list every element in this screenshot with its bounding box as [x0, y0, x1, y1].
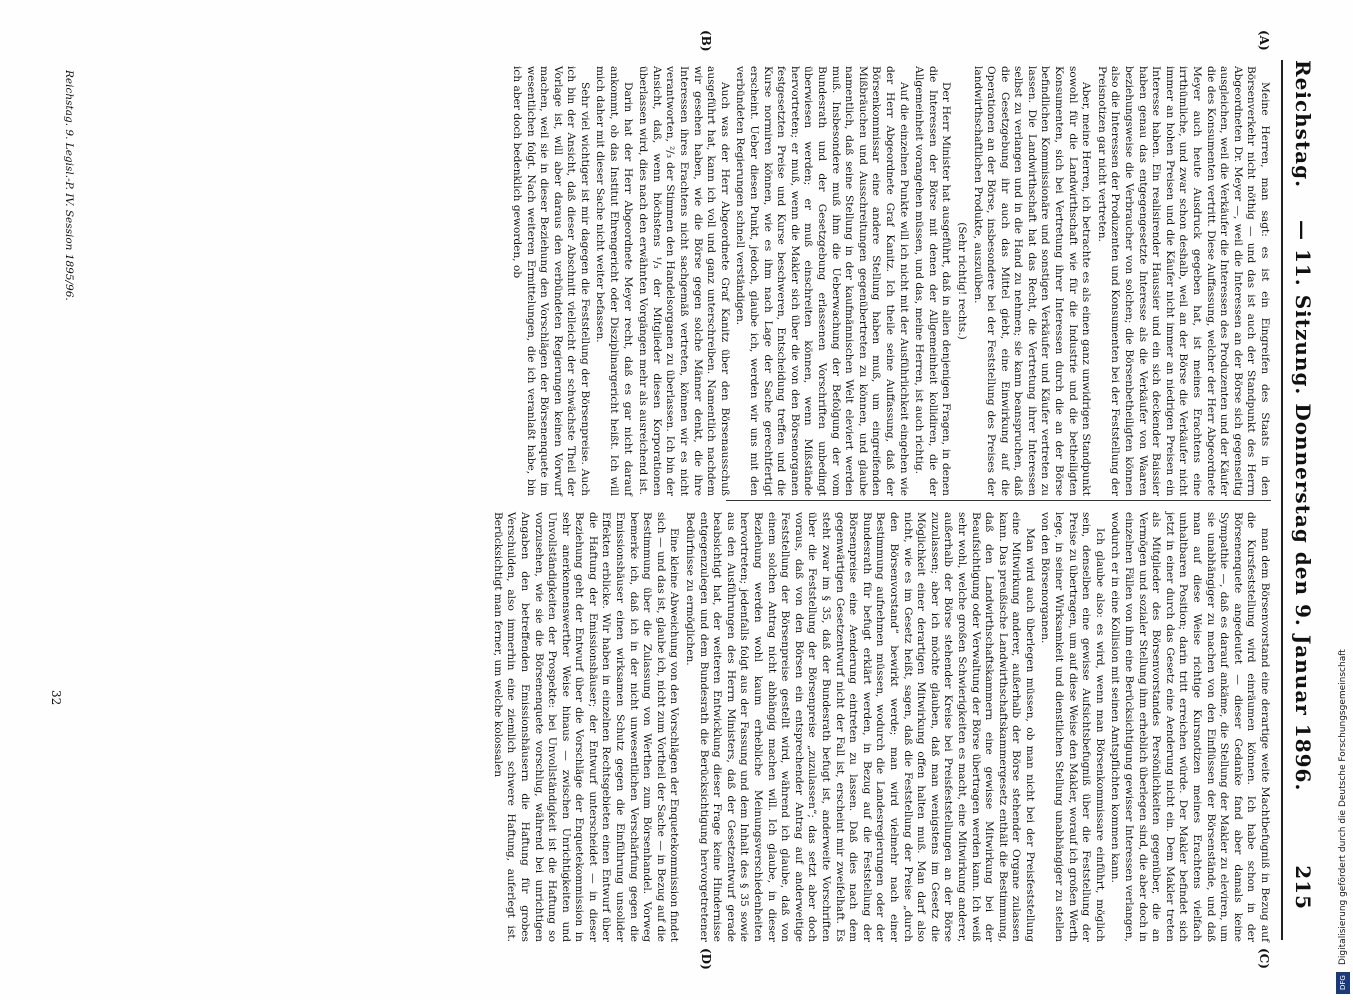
paragraph: Ich glaube also: es wird, wenn man Börsenkommissare einführt, möglich sein, denselben eine gewisse Aufsichtsbefugniß über die Feststellung der Preise zu übertragen, um auf diese Weise den Makler, worauf ich großen Werth lege, in seiner Wirksamkeit und dienstlichen Stellung unabhängiger zu stellen von den Börsenorganen.: [1039, 512, 1106, 942]
margin-letter-d: (D): [699, 948, 713, 970]
paragraph: Meine Herren, man sagt: es ist ein Eingreifen des Staats in den Börsenverkehr nicht nöthig — und das ist auch der Standpunkt des Herrn Abgeordneten Dr. Meyer —, weil die Interessen an der Börse sich gegenseitig ausgleichen, weil die Verkäufer die Interessen des Produzenten und der Käufer die des Konsumenten vertritt. Diese Auffassung, welcher der Herr Abgeordnete Meyer auch heute Ausdruck gegeben hat, ist meines Erachtens eine irrthümliche, und zwar schon deshalb, weil an der Börse die Verkäufer nicht immer an hohen Preisen und die Käufer nicht immer an niedrigen Preisen ein Interesse haben. Ein realisirender Haussier und ein sich deckender Baissier haben genau das entgegengesetzte Interesse als die Verkäufer von Waaren beziehungsweise die Verbraucher von solchen; die Börsenbetheiligten können also die Interessen der Produzenten und Konsumenten bei der Feststellung der Preisnotizen gar nicht vertreten.: [1095, 66, 1271, 496]
footer-note: Reichstag. 9. Legisl.-P. IV. Session 1895/96.: [63, 70, 75, 301]
paragraph: Darin hat der Herr Abgeordnete Meyer recht, daß es gar nicht darauf ankommt, ob das Institut Ehrengericht oder Disziplinargericht heißt. Ich will mich daher mit dieser Sache nicht weiter befassen.: [594, 66, 634, 496]
column-divider: [726, 500, 1271, 501]
header-left: Reichstag.: [1291, 60, 1315, 189]
header-center: — 11. Sitzung. Donnerstag den 9. Januar 1896.: [1291, 220, 1315, 792]
sheet-number: 32: [49, 690, 63, 706]
dfg-logo: DFG: [1336, 972, 1350, 994]
page-number: 215: [1291, 865, 1315, 910]
left-column: [507, 66, 1271, 496]
paragraph: Der Herr Minister hat ausgeführt, daß in allen denjenigen Fragen, in denen die Interessen der Börse mit denen der Allgemeinheit kollidiren, die der Allgemeinheit vorangehen müssen, und das, meine Herren, ist auch richtig.: [913, 66, 953, 496]
paragraph: Auch was der Herr Abgeordnete Graf Kanitz über den Börsenausschuß ausgeführt hat, kann ich voll und ganz unterschreiben. Namentlich nachdem wir gesehen haben, wie die Börse gegen solche Männer denkt, die ihre Interessen ihres Erachtens nicht sachgemäß vertreten, können wir es nicht verantworten, ²/₃ der Stimmen den Handelsorganen zu überlassen. Ich bin der Ansicht, daß, wenn höchstens ¹/₃ der Mitglieder diesen Korporationen überlassen wird, dies nach den erwähnten Vorgängen mehr als ausreichend ist.: [637, 66, 731, 496]
right-column: [488, 512, 1271, 942]
paragraph: (Sehr richtig! rechts.): [955, 222, 968, 340]
digitization-credit: Digitalisierung gefördert durch die Deutsche Forschungsgemeinschaft: [1338, 649, 1348, 965]
paragraph: Eine kleine Abweichung von den Vorschlägen der Enquetekommission findet sich — und das ist, glaube ich, nicht zum Vortheil der Sache — in Bezug auf die Bestimmung über die Zulassung von Werthen zum Börsenhandel. Vorweg bemerke ich, daß ich in der nicht unwesentlichen Verschärfung gegen die Emissionshäuser einen wirksamen Schutz gegen die Einführung unsolider Effekten erblicke. Wir haben in einzelnen Rechtsgebieten einen Entwurf über die Haftung der Emissionshäuser; der Entwurf unterscheidet — in dieser Beziehung geht der Entwurf über die Vorschläge der Enquetekommission in sehr anerkennenswerther Weise hinaus — zwischen Unrichtigkeiten und Unvollständigkeiten der Prospekte: bei Unvollständigkeit ist die Haftung so vorzusehen, wie sie die Börsenenquete vorschlug, während bei unrichtigen Angaben den betreffenden Emissionshäusern die Haftung für grobes Verschulden, also immerhin eine ziemlich schwere Haftung, auferlegt ist. Berücksichtigt man ferner, um welche kolossalen: [491, 512, 681, 942]
page-header: [1289, 60, 1315, 940]
margin-letter-a: (A): [1257, 30, 1271, 51]
paragraph: man dem Börsenvorstand eine derartige weite Machtbefugniß in Bezug auf die Kursfeststellung wird einräumen können. Ich habe schon in der Börsenenquete angedeutet — dieser Gedanke fand aber damals keine Sympathie —, daß es darauf ankäme, die Stellung der Makler zu eleviren, um sie unabhängiger zu machen von den Einflüssen der Börsenstände, und daß man auf diese Weise richtige Kursnotizen meines Erachtens vielfach unhaltbaren Position; darin tritt erreichen würde. Der Makler befindet sich jetzt in einer durch das Gesetz eine Aenderung nicht ein. Dem Makler treten als Mitglieder des Börsenvorstandes Persönlichkeiten gegenüber, die an Vermögen und sozialer Stellung ihm erheblich überlegen sind, die aber doch in einzelnen Fällen von ihm eine Berücksichtigung gewisser Interessen verlangen, wodurch er in eine Kollision mit seinen Amtspflichten kommen kann.: [1109, 512, 1271, 942]
paragraph: Sehr viel wichtiger ist mir dagegen die Feststellung der Börsenpreise. Auch ich bin der Ansicht, daß dieser Abschnitt vielleicht der schwächste Theil der Vorlage ist, will aber daraus den verbündeten Regierungen keinen Vorwurf machen, weil sie in dieser Beziehung den Vorschlägen der Börsenenquete im wesentlichen folgt. Nach weiteren Ermittelungen, die ich veranlaßt habe, bin ich aber doch bedenklich geworden, ob: [510, 66, 591, 496]
paragraph: Man wird auch überlegen müssen, ob man nicht bei der Preisfeststellung eine Mitwirkung anderer, außerhalb der Börse stehender Organe zulassen kann. Das preußische Landwirthschaftskammergesetz enthält die Bestimmung, daß den Landwirthschaftskammern eine gewisse Mitwirkung bei der Beaufsichtigung oder Verwaltung der Börse übertragen werden kann. Ich weiß sehr wohl, welche großen Schwierigkeiten es macht, eine Mitwirkung anderer, außerhalb der Börse stehender Kreise bei Preisfeststellungen an der Börse zuzulassen; aber ich möchte glauben, daß man wenigstens im Gesetz die Möglichkeit einer derartigen Mitwirkung offen halten muß. Man darf also nicht, wie es im Gesetz heißt, sagen, daß die Feststellung der Preise „durch den Börsenvorstand“ bewirkt werde; man wird vielmehr nach einer Bestimmung aufnehmen müssen, wodurch die Landesregierungen oder der Bundesrath für befugt erklärt werden, in Bezug auf die Feststellung der Börsenpreise eine Aenderung eintreten zu lassen. Daß dies nach dem gegenwärtigen Gesetzentwurf nicht der Fall ist, erscheint mir zweifelhaft. Es steht zwar im § 35, daß der Bundesrath befugt ist, anderweite Vorschriften über die Feststellung der Börsenpreise „zuzulassen“; das setzt aber doch voraus, daß von den Börsen ein entsprechender Antrag auf anderweitige Feststellung der Börsenpreise gestellt wird, während ich glaube, daß von einem solchen Antrag nicht abhängig machen will. Ich glaube, in dieser Beziehung werden wohl kaum erhebliche Meinungsverschiedenheiten hervortreten; jedenfalls folgt aus der Fassung und dem Inhalt des § 35 sowie aus den Ausführungen des Herrn Ministers, daß der Gesetzentwurf gerade beabsichtigt hat, der weiteren Entwicklung dieser Frage keine Hindernisse entgegenzulegen und dem Bundesrath die Berücksichtigung hervorgetretener Bedürfnisse zu ermöglichen.: [684, 512, 1036, 942]
margin-letter-b: (B): [699, 30, 713, 52]
paragraph: Aber, meine Herren, ich betrachte es als einen ganz unwidrigen Standpunkt sowohl für die Landwirthschaft wie für die Industrie und die betheiligten Konsumenten, sich bei Vertretung ihrer Interessen durch die an der Börse befindlichen Kommissionäre und sonstigen Verkäufer und Käufer vertreten zu lassen. Die Landwirthschaft hat das Recht, die Vertretung ihrer Interessen selbst zu verlangen und in die Hand zu nehmen; sie kann beanspruchen, daß die Gesetzgebung ihr auch das Mittel giebt, eine Einwirkung auf die Operationen an der Börse, insbesondere bei der Feststellung des Preises der landwirthschaftlichen Produkte, auszuüben.: [971, 66, 1093, 496]
paragraph: Auf die einzelnen Punkte will ich nicht mit der Ausführlichkeit eingehen wie der Herr Abgeordnete Graf Kanitz. Ich theile seine Auffassung, daß der Börsenkommissar eine andere Stellung haben muß, um eingreifenden Mißbräuchen und Ausschreitungen gegenübertreten zu können, und glaube namentlich, daß seine Stellung in der kaufmännischen Welt eleviert werden muß. Insbesondere muß ihm die Ueberwachung der Befolgung der vom Bundesrath und der Gesetzgebung erlassenen Vorschriften unbedingt überwiesen werden; er muß einschreiten können, wenn Mißstände hervortreten; er muß, wenn die Makler sich über die von den Börsenorganen festgesetzten Preise und Kurse beschweren, Entscheidung treffen und die Kurse normiren können, wie es ihm nach Lage der Sache gerechtfertigt erscheint. Ueber diesen Punkt, jedoch, glaube ich, werden wir uns mit den verbündeten Regierungen schnell verständigen.: [734, 66, 910, 496]
margin-letter-c: (C): [1257, 948, 1271, 969]
header-rule: [1281, 60, 1283, 940]
